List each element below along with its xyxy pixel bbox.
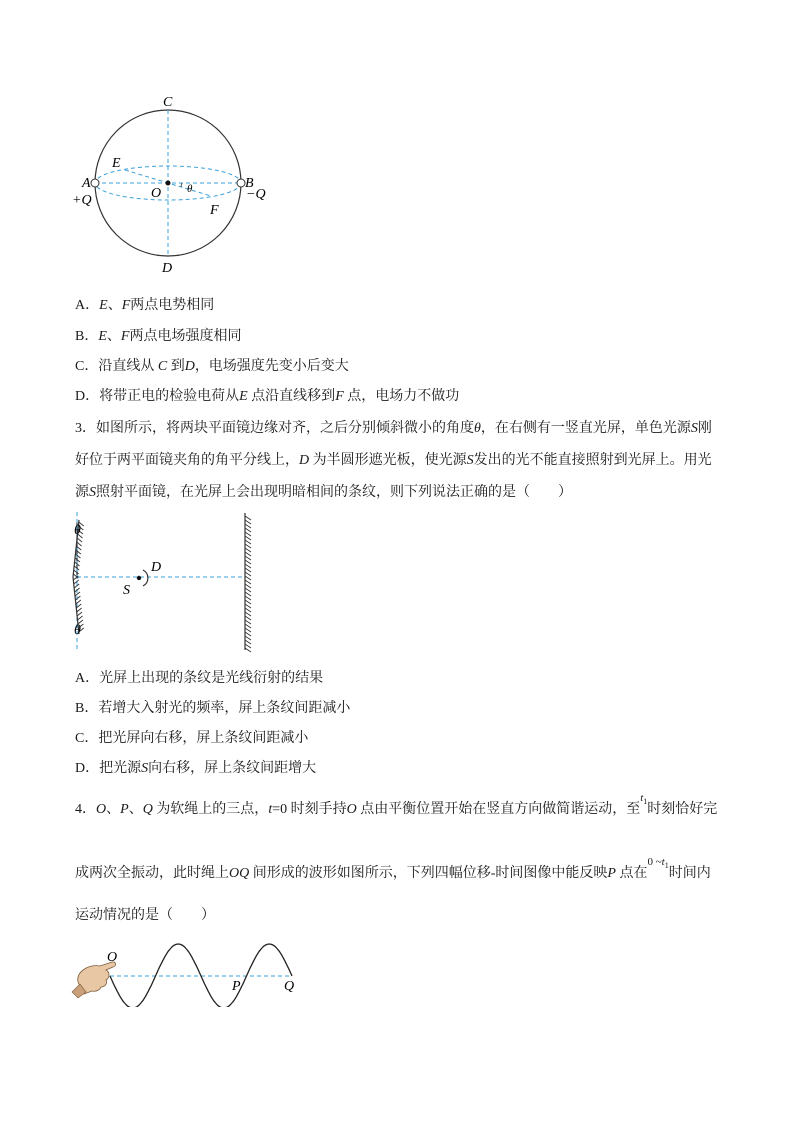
t1-superscript: t1 xyxy=(640,792,648,807)
hatch-line xyxy=(245,612,251,616)
figure-electric-field-circle xyxy=(70,90,280,275)
hatch-line xyxy=(245,588,251,592)
q3-stem-line-3: 源S照射平面镜，在光屏上会出现明暗相间的条纹，则下列说法正确的是（ ） xyxy=(75,485,572,500)
label-theta: θ xyxy=(187,183,193,195)
hatch-line xyxy=(245,540,251,544)
q3-option-a: A．光屏上出现的条纹是光线衍射的结果 xyxy=(75,671,324,686)
label-plus-Q: +Q xyxy=(72,193,92,208)
center-point xyxy=(166,181,171,186)
hatch-line xyxy=(77,612,82,616)
screen-hatch xyxy=(245,516,251,652)
hatch-line xyxy=(245,608,251,612)
hatch-line xyxy=(245,560,251,564)
shield-D xyxy=(143,570,148,586)
hatch-line xyxy=(245,624,251,628)
label-O: O xyxy=(151,186,162,201)
q2-option-d: D．将带正电的检验电荷从E 点沿直线移到F 点，电场力不做功 xyxy=(75,389,460,404)
q3-option-d: D．把光源S向右移，屏上条纹间距增大 xyxy=(75,761,317,776)
hatch-line xyxy=(245,564,251,568)
angle-arc xyxy=(181,183,182,187)
hatch-line xyxy=(245,572,251,576)
hatch-line xyxy=(245,648,251,652)
label-S: S xyxy=(123,583,130,598)
label-E: E xyxy=(112,156,121,171)
q3-option-b: B．若增大入射光的频率，屏上条纹间距减小 xyxy=(75,701,351,716)
hatch-line xyxy=(245,528,251,532)
label-A: A xyxy=(82,176,91,191)
hatch-line xyxy=(245,568,251,572)
label-theta-top: θ xyxy=(74,523,81,538)
q4-stem-line-3: 运动情况的是（ ） xyxy=(75,908,215,923)
label-P: P xyxy=(232,979,241,994)
label-D: D xyxy=(151,560,162,575)
hatch-line xyxy=(74,580,79,584)
hatch-line xyxy=(78,616,83,620)
label-D: D xyxy=(162,261,173,275)
hatch-line xyxy=(245,628,251,632)
hatch-line xyxy=(75,596,80,600)
hatch-line xyxy=(245,584,251,588)
hatch-line xyxy=(245,620,251,624)
hatch-line xyxy=(245,544,251,548)
hatch-line xyxy=(245,532,251,536)
hatch-line xyxy=(75,554,80,558)
q4-stem-line-2: 成两次全振动，此时绳上OQ 间形成的波形如图所示，下列四幅位移-时间图像中能反映P 点在$^{0 \sim t_1}$时间内 xyxy=(75,856,711,881)
hand-icon xyxy=(72,962,116,998)
q3-stem-line-2: 好位于两平面镜夹角的角平分线上，D 为半圆形遮光板，使光源S发出的光不能直接照射到光屏上。用光 xyxy=(75,453,712,468)
q2-option-c: C．沿直线从 C 到D，电场强度先变小后变大 xyxy=(75,359,349,374)
label-F: F xyxy=(210,203,219,218)
hatch-line xyxy=(245,640,251,644)
hatch-line xyxy=(245,644,251,648)
hatch-line xyxy=(74,570,79,574)
hatch-line xyxy=(245,592,251,596)
hatch-line xyxy=(245,636,251,640)
q2-option-a: A．E、F两点电势相同 xyxy=(75,298,215,313)
hatch-line xyxy=(245,524,251,528)
label-O: O xyxy=(107,950,118,965)
hatch-line xyxy=(245,520,251,524)
figure-mirrors-screen xyxy=(65,510,265,655)
label-B: B xyxy=(245,176,254,191)
q3-option-c: C．把光屏向右移，屏上条纹间距减小 xyxy=(75,731,309,746)
hatch-line xyxy=(245,604,251,608)
hatch-line xyxy=(245,552,251,556)
q4-stem-line-1: 4．O、P、Q 为软绳上的三点，t=0 时刻手持O 点由平衡位置开始在竖直方向做简谐运动，至$^{t_1}$时刻恰好完 xyxy=(75,792,718,817)
label-Q: Q xyxy=(284,979,295,994)
source-S xyxy=(137,576,141,580)
hatch-line xyxy=(73,576,78,580)
q2-option-b: B．E、F两点电场强度相同 xyxy=(75,329,242,344)
hatch-line xyxy=(245,556,251,560)
charge-B xyxy=(237,179,245,187)
hatch-line xyxy=(245,616,251,620)
hatch-line xyxy=(245,632,251,636)
label-theta-bottom: θ xyxy=(74,623,81,638)
label-minus-Q: −Q xyxy=(246,187,266,202)
hatch-line xyxy=(245,580,251,584)
hatch-line xyxy=(245,536,251,540)
hatch-line xyxy=(245,576,251,580)
figure-rope-wave xyxy=(70,932,310,1007)
charge-A xyxy=(91,179,99,187)
hatch-line xyxy=(245,596,251,600)
label-C: C xyxy=(163,95,173,110)
time-range: 0 ~t1 xyxy=(647,856,669,871)
hatch-line xyxy=(245,600,251,604)
q3-stem-line-1: 3．如图所示，将两块平面镜边缘对齐，之后分别倾斜微小的角度θ，在右侧有一竖直光屏，单色光源S刚 xyxy=(75,421,712,436)
hatch-line xyxy=(245,516,251,520)
hatch-line xyxy=(77,538,82,542)
hatch-line xyxy=(76,600,81,604)
hatch-line xyxy=(245,548,251,552)
